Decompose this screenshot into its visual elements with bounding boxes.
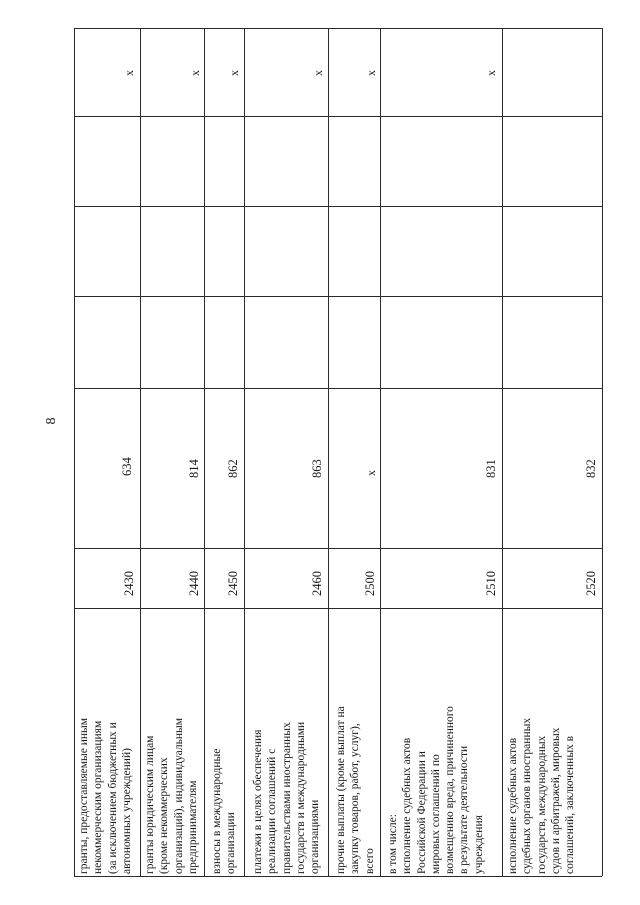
table-border-right — [602, 28, 603, 876]
x-mark: x — [311, 70, 325, 76]
row-divider — [380, 28, 381, 876]
table-border-bottom — [74, 876, 602, 877]
row-code: 2460 — [310, 571, 324, 596]
column-divider — [74, 206, 602, 207]
column-divider — [74, 548, 602, 549]
row-divider — [502, 28, 503, 876]
x-mark: x — [122, 70, 136, 76]
row-code: 2520 — [584, 571, 598, 596]
kbk-code: 634 — [120, 457, 134, 476]
kbk-code: 832 — [584, 459, 598, 478]
x-mark: x — [188, 70, 202, 76]
table-border-top — [74, 28, 602, 29]
row-code: 2430 — [122, 571, 136, 596]
row-description: исполнение судебных актов судебных органов иностранных государств, международных судов и арбитражей, мировых соглашений, заключенных в — [507, 717, 577, 874]
kbk-code: 814 — [187, 459, 201, 478]
row-description: прочие выплаты (кроме выплат на закупку товаров, работ, услуг), всего — [335, 706, 376, 874]
row-description: гранты, предоставляемые иным некоммерческим организациям (за исключением бюджетных и автономных учреждений) — [78, 717, 133, 874]
row-description: гранты юридическим лицам (кроме некоммерческих организаций), индивидуальным предпринимателям — [144, 717, 199, 874]
kbk-code: x — [364, 470, 378, 476]
kbk-code: 831 — [484, 459, 498, 478]
x-mark: x — [364, 70, 378, 76]
row-divider — [328, 28, 329, 876]
row-divider — [244, 28, 245, 876]
row-description: в том числе: исполнение судебных актов Российской Федерации и мировых соглашений по возмещению вреда, причиненного в результате деятельности учреждения — [387, 706, 485, 874]
column-divider — [74, 388, 602, 389]
column-divider — [74, 116, 602, 117]
row-code: 2450 — [226, 571, 240, 596]
row-description: взносы в международные организации — [211, 748, 238, 874]
kbk-code: 862 — [226, 459, 240, 478]
x-mark: x — [227, 70, 241, 76]
row-divider — [140, 28, 141, 876]
row-code: 2500 — [363, 571, 377, 596]
row-description: платежи в целях обеспечения реализации соглашений с правительствами иностранных государств и международными организациями — [252, 721, 322, 874]
column-divider — [74, 608, 602, 609]
row-code: 2440 — [187, 571, 201, 596]
page-number: 8 — [44, 417, 59, 425]
x-mark: x — [484, 70, 498, 76]
column-divider — [74, 296, 602, 297]
kbk-code: 863 — [310, 459, 324, 478]
table-border-left — [74, 28, 75, 876]
row-code: 2510 — [484, 571, 498, 596]
row-divider — [204, 28, 205, 876]
